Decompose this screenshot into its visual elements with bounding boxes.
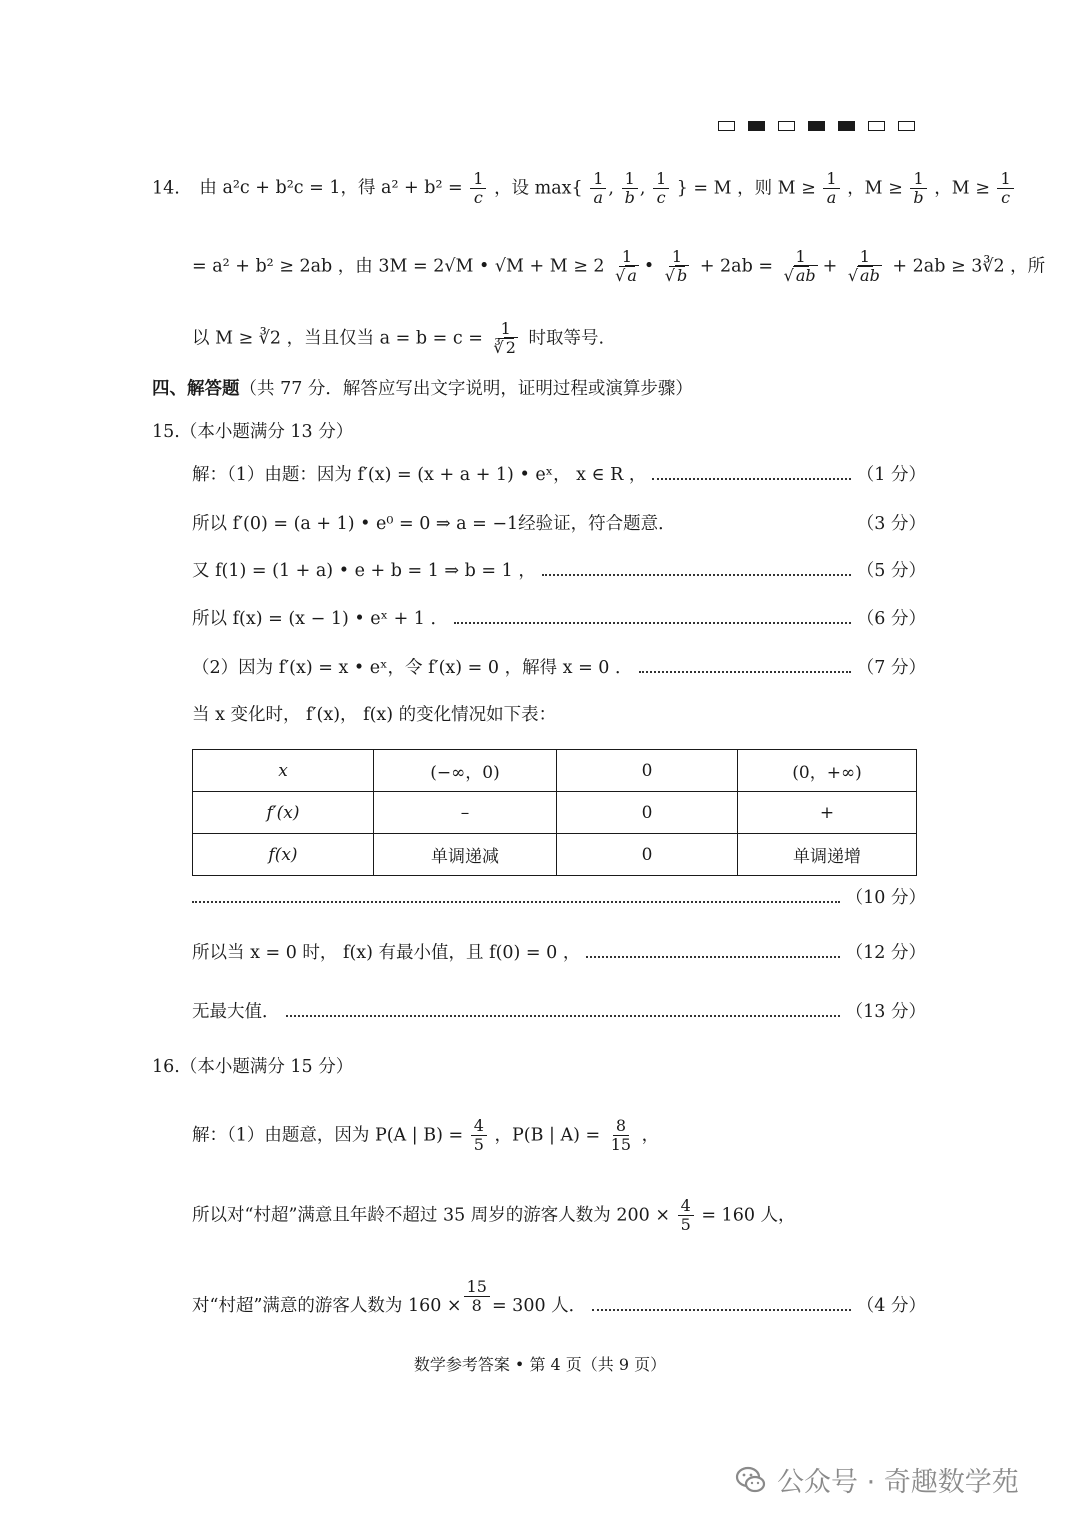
watermark bbox=[735, 1460, 1019, 1499]
table-intro: 当 x 变化时， f′(x)， f(x) 的变化情况如下表： bbox=[192, 705, 557, 725]
q15-step: 解：（1）由题：因为 f′(x) = (x + a + 1) • eˣ， x ∈ R ， （1 分） bbox=[192, 465, 926, 485]
page-footer: 数学参考答案 • 第 4 页（共 9 页） bbox=[413, 1355, 667, 1374]
header-mark bbox=[838, 121, 855, 131]
header-mark bbox=[868, 121, 885, 131]
q16-line2: 所以对“村超”满意且年龄不超过 35 周岁的游客人数为 200 × $\frac{4}{5}$ = 160 人， bbox=[192, 1196, 796, 1235]
q16-line3: 对“村超”满意的游客人数为 160 × $\frac{15}{8}$ = 300 人． （4 分） bbox=[192, 1277, 926, 1317]
q15-max: 无最大值． （13 分） bbox=[192, 1002, 926, 1022]
header-marks bbox=[718, 121, 915, 131]
q14-line1: 14. 由 a²c + b²c = 1，得 a² + b² = $\frac{1}{c}$ ，设 max{ $\frac{1}{a}$ , $\frac{1}{b}$ , $\frac{1}{c}$ } = M ，则 M ≥ $\frac{1}{a}$ ，M ≥ $\frac{1}{b}$ ，M ≥ $\frac{1}{c}$ bbox=[152, 170, 1016, 208]
variation-table bbox=[192, 749, 917, 876]
header-mark bbox=[718, 121, 735, 131]
section-title: 四、解答题（共 77 分．解答应写出文字说明，证明过程或演算步骤） bbox=[152, 379, 693, 399]
wechat-icon bbox=[735, 1465, 767, 1495]
watermark-text: 公众号 · 奇趣数学苑 bbox=[777, 1467, 1019, 1498]
q16-head: 16.（本小题满分 15 分） bbox=[152, 1057, 354, 1077]
header-mark bbox=[748, 121, 765, 131]
q15-head: 15.（本小题满分 13 分） bbox=[152, 422, 354, 442]
q15-step: 所以 f(x) = (x − 1) • eˣ + 1 ． （6 分） bbox=[192, 609, 926, 629]
table-row: x (−∞，0) 0 (0，+∞) bbox=[193, 750, 917, 792]
q14-line3: 以 M ≥ ∛2 ，当且仅当 a = b = c = $\frac{1}{∛ 2}$ 时取等号. bbox=[192, 319, 605, 358]
q14-line2: = a² + b² ≥ 2ab ，由 3M = 2√M • √M + M ≥ 2 $\frac{1}{√ a}$ • $\frac{1}{√ b}$ + 2ab = $\frac{1}{√ ab}$ + $\frac{1}{√ ab}$ + 2ab ≥ 3∛2 ，所 bbox=[192, 247, 1046, 286]
header-mark bbox=[778, 121, 795, 131]
table-row: f(x) 单调递减 0 单调递增 bbox=[193, 834, 917, 876]
q15-step: 所以 f′(0) = (a + 1) • e⁰ = 0 ⇒ a = −1经验证，符合题意． （3 分） bbox=[192, 514, 926, 534]
q15-step: 又 f(1) = (1 + a) • e + b = 1 ⇒ b = 1 ， （5 分） bbox=[192, 561, 926, 581]
q15-min: 所以当 x = 0 时， f(x) 有最小值，且 f(0) = 0 ， （12 分） bbox=[192, 943, 926, 963]
header-mark bbox=[898, 121, 915, 131]
q16-line1: 解：（1）由题意，因为 P(A | B) = $\frac{4}{5}$ ，P(B | A) = $\frac{8}{15}$ ， bbox=[192, 1116, 660, 1155]
header-mark bbox=[808, 121, 825, 131]
table-row: f′(x) – 0 + bbox=[193, 792, 917, 834]
q15-step: （2）因为 f′(x) = x • eˣ，令 f′(x) = 0 ，解得 x = 0 ． （7 分） bbox=[192, 658, 926, 678]
q15-table-score: （10 分） bbox=[192, 890, 926, 908]
